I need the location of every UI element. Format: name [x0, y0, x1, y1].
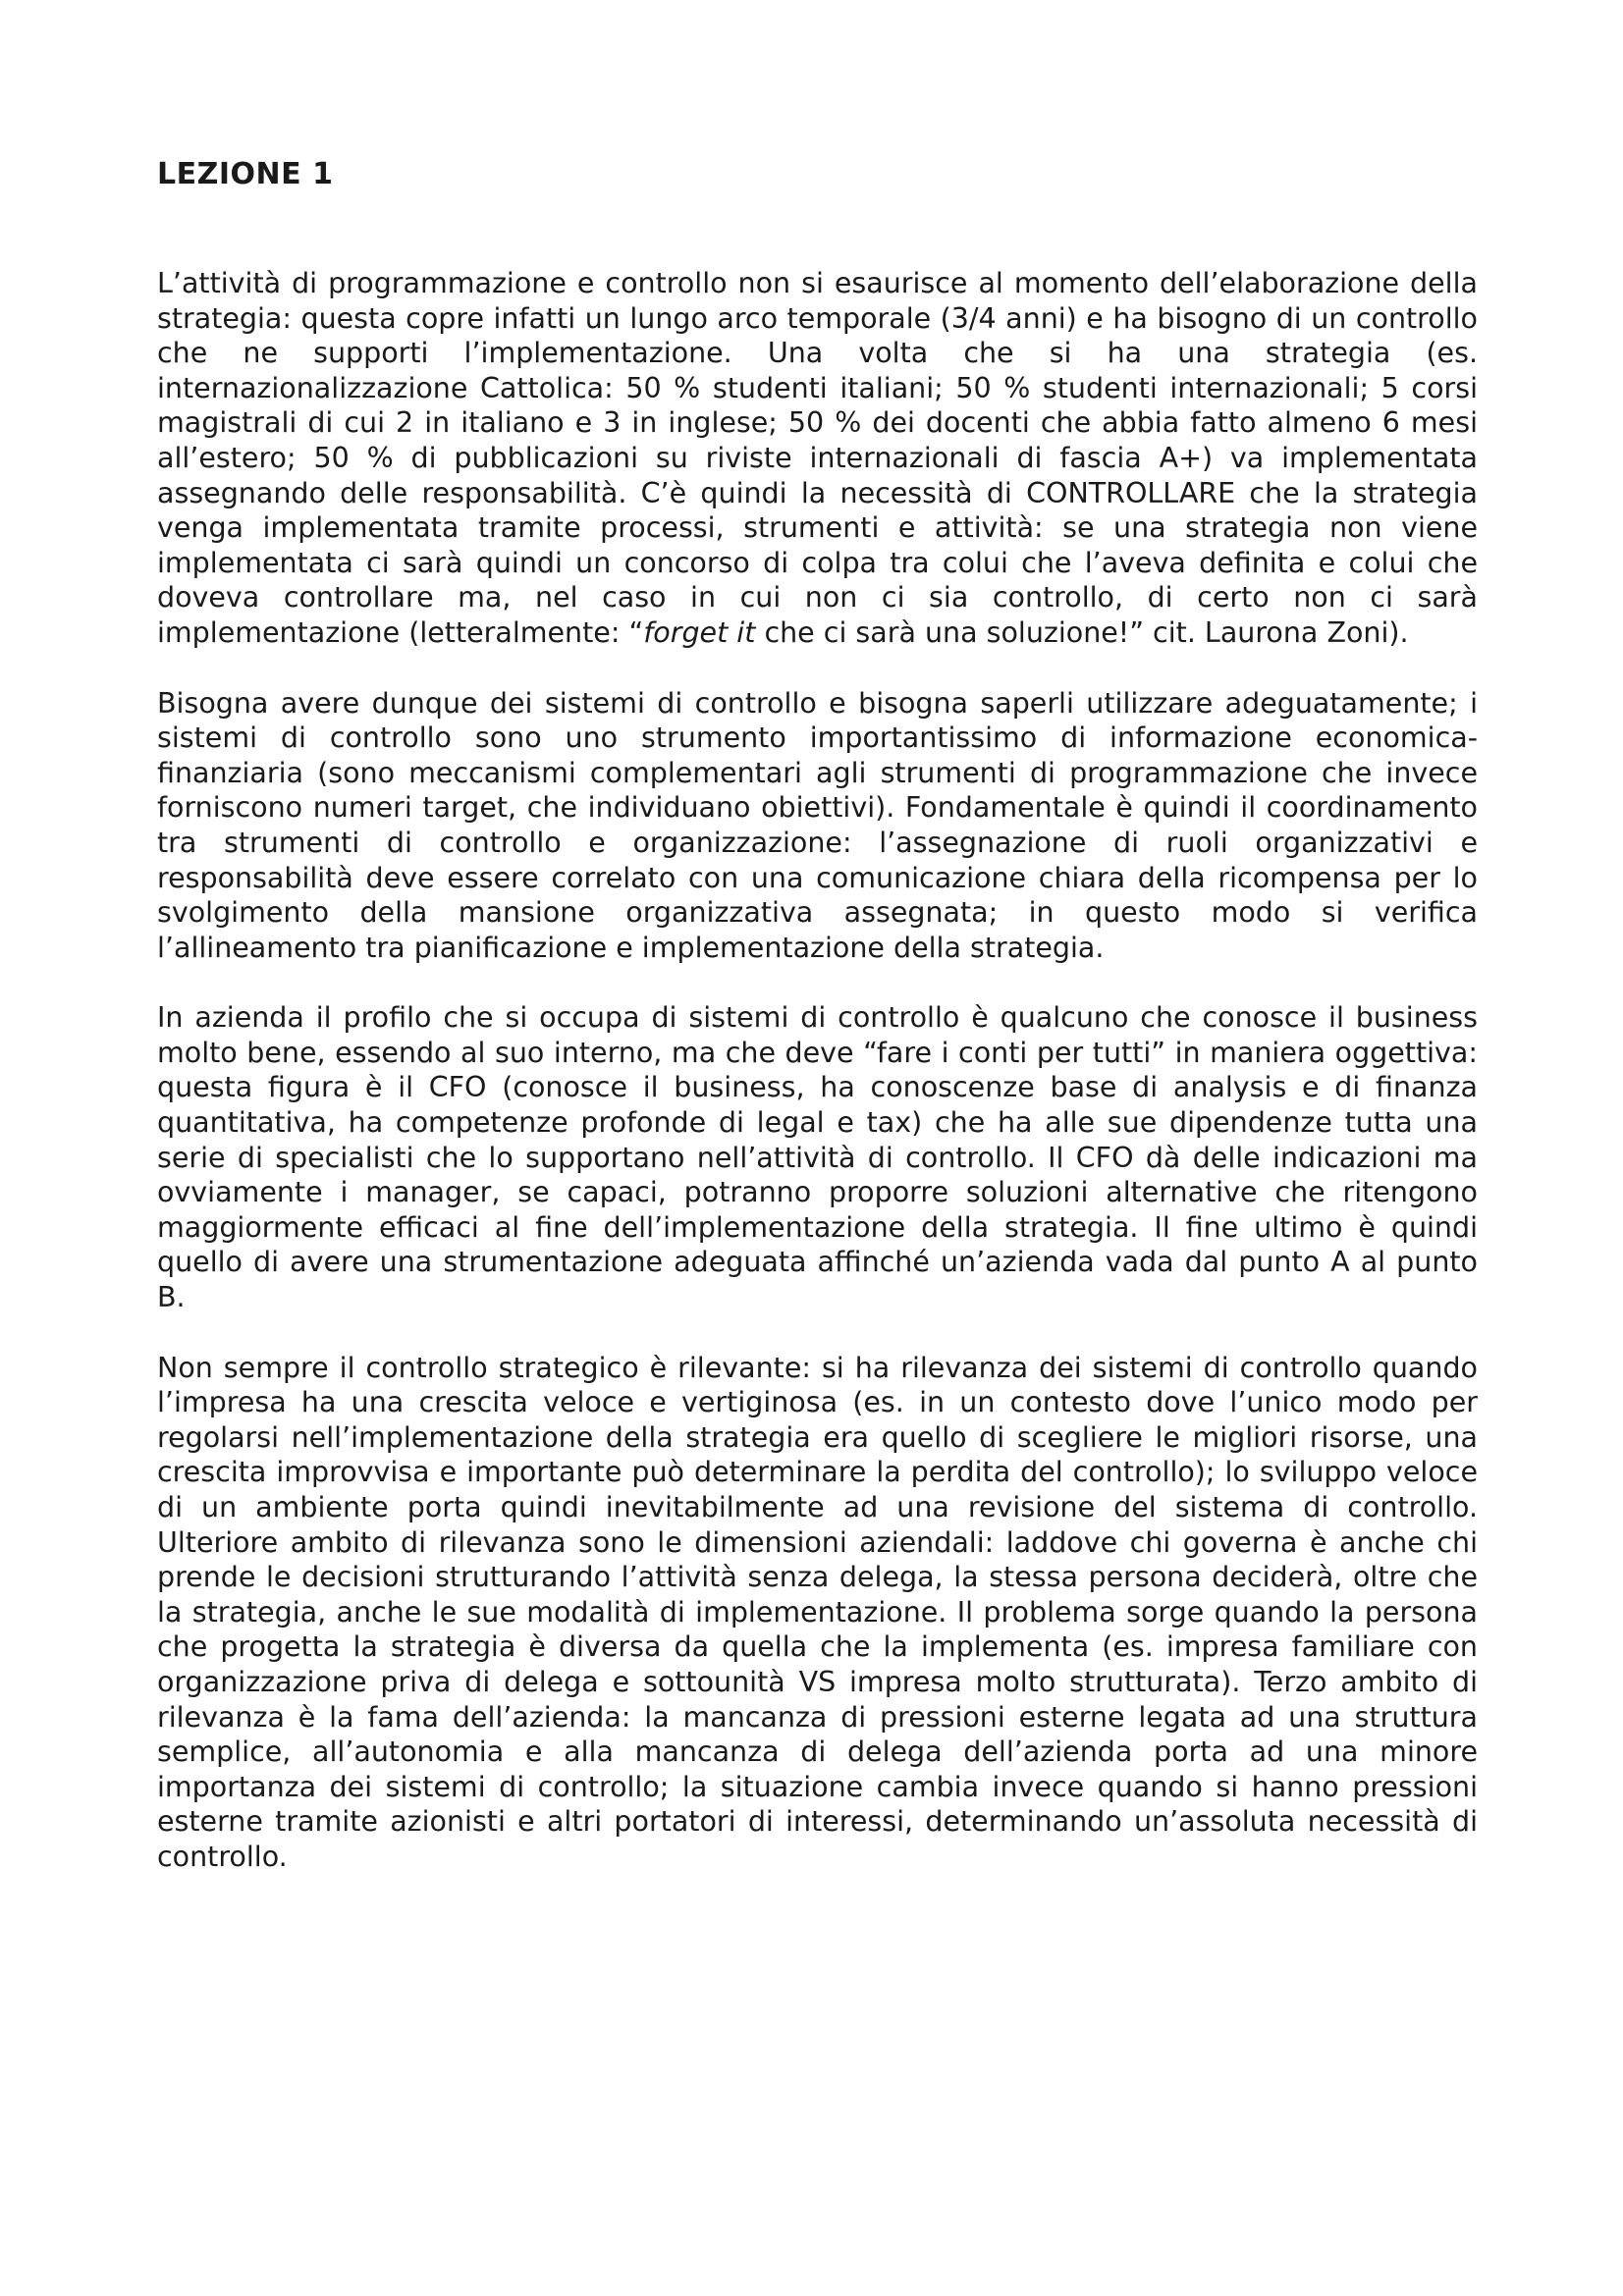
document-page: [157, 155, 1478, 1910]
paragraph-4-text: Non sempre il controllo strategico è rilevante: si ha rilevanza dei sistemi di controllo quando l’impresa ha una crescita veloce e vertiginosa (es. in un contesto dove l’unico modo per regolarsi nell’implementazione della strategia era quello di scegliere le migliori risorse, una crescita improvvisa e importante può determinare la perdita del controllo); lo sviluppo veloce di un ambiente porta quindi inevitabilmente ad una revisione del sistema di controllo. Ulteriore ambito di rilevanza sono le dimensioni aziendali: laddove chi governa è anche chi prende le decisioni strutturando l’attività senza delega, la stessa persona deciderà, oltre che la strategia, anche le sue modalità di implementazione. Il problema sorge quando la persona che progetta la strategia è diversa da quella che la implementa (es. impresa familiare con organizzazione priva di delega e sottounità VS impresa molto strutturata). Terzo ambito di rilevanza è la fama dell’azienda: la mancanza di pressioni esterne legata ad una struttura semplice, all’autonomia e alla mancanza di delega dell’azienda porta ad una minore importanza dei sistemi di controllo; la situazione cambia invece quando si hanno pressioni esterne tramite azionisti e altri portatori di interessi, determinando un’assoluta necessità di controllo.: [157, 1351, 1478, 1873]
lesson-title: LEZIONE 1: [157, 157, 334, 191]
paragraph-1-text-b: che ci sarà una soluzione!” cit. Laurona Zoni).: [755, 615, 1409, 649]
paragraph-2: [157, 686, 1478, 966]
paragraph-3-text: In azienda il profilo che si occupa di sistemi di controllo è qualcuno che conosce il business molto bene, essendo al suo interno, ma che deve “fare i conti per tutti” in maniera oggettiva: questa figura è il CFO (conosce il business, ha conoscenze base di analysis e di finanza quantitativa, ha competenze profonde di legal e tax) che ha alle sue dipendenze tutta una serie di specialisti che lo supportano nell’attività di controllo. Il CFO dà delle indicazioni ma ovviamente i manager, se capaci, potranno proporre soluzioni alternative che ritengono maggiormente efficaci al fine dell’implementazione della strategia. Il fine ultimo è quindi quello di avere una strumentazione adeguata affinché un’azienda vada dal punto A al punto B.: [157, 1001, 1478, 1314]
paragraph-2-text: Bisogna avere dunque dei sistemi di controllo e bisogna saperli utilizzare adeguatamente; i sistemi di controllo sono uno strumento importantissimo di informazione economica- finanziaria (sono meccanismi complementari agli strumenti di programmazione che invece forniscono numeri target, che individuano obiettivi). Fondamentale è quindi il coordinamento tra strumenti di controllo e organizzazione: l’assegnazione di ruoli organizzativi e responsabilità deve essere correlato con una comunicazione chiara della ricompensa per lo svolgimento della mansione organizzativa assegnata; in questo modo si verifica l’allineamento tra pianificazione e implementazione della strategia.: [157, 686, 1478, 964]
paragraph-4: [157, 1351, 1478, 1875]
paragraph-1-text-a: L’attività di programmazione e controllo non si esaurisce al momento dell’elaborazione della strategia: questa copre infatti un lungo arco temporale (3/4 anni) e ha bisogno di un controllo che ne supporti l’implementazione. Una volta che si ha una strategia (es. internazionalizzazione Cattolica: 50 % studenti italiani; 50 % studenti internazionali; 5 corsi magistrali di cui 2 in italiano e 3 in inglese; 50 % dei docenti che abbia fatto almeno 6 mesi all’estero; 50 % di pubblicazioni su riviste internazionali di fascia A+) va implementata assegnando delle responsabilità. C’è quindi la necessità di CONTROLLARE che la strategia venga implementata tramite processi, strumenti e attività: se una strategia non viene implementata ci sarà quindi un concorso di colpa tra colui che l’aveva definita e colui che doveva controllare ma, nel caso in cui non ci sia controllo, di certo non ci sarà implementazione (letteralmente: “: [157, 267, 1478, 649]
paragraph-3: [157, 1000, 1478, 1314]
paragraph-1: [157, 266, 1478, 651]
paragraph-1-italic-quote: forget it: [643, 615, 756, 649]
